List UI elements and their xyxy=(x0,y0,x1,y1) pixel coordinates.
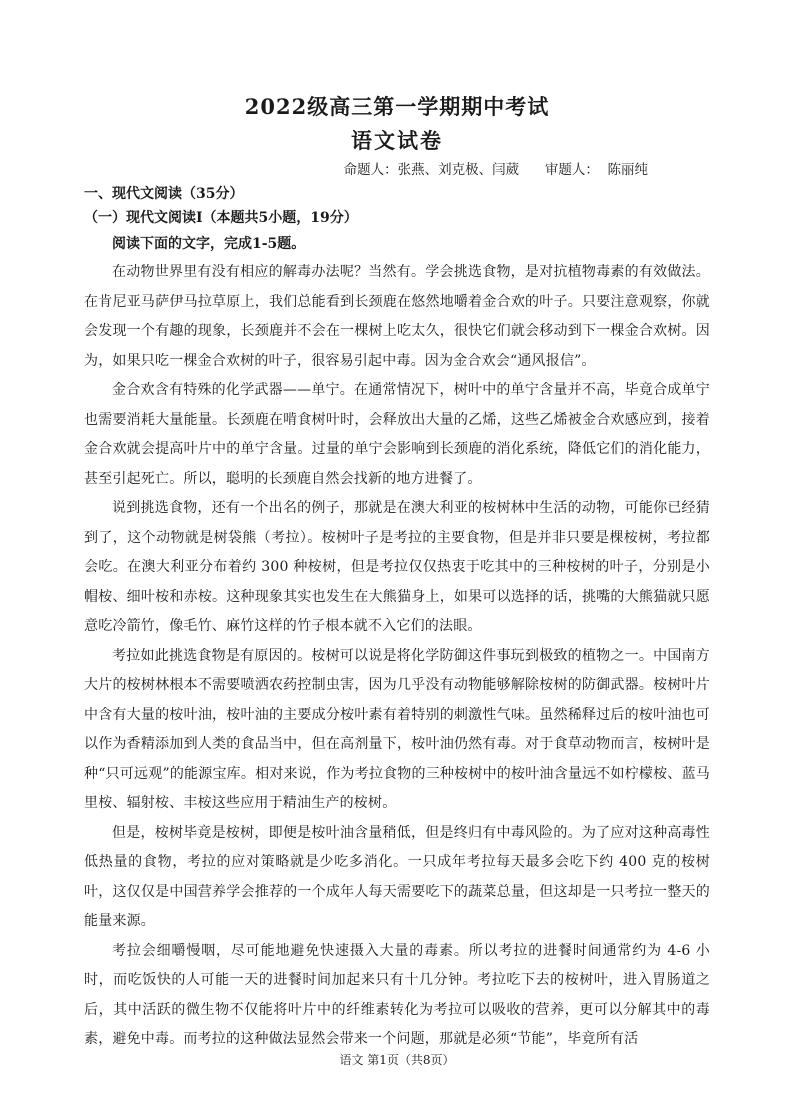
passage-paragraph-4: 考拉如此挑选食物是有原因的。桉树可以说是将化学防御这件事玩到极致的植物之一。中国南方大片的桉树林根本不需要喷洒农药控制虫害，因为几乎没有动物能够解除桉树的防御武器。桉树叶片中含有大量的桉叶油，桉叶油的主要成分桉叶素有着特别的刺激性气味。虽然稀释过后的桉叶油也可以作为香精添加到人类的食品当中，但在高剂量下，桉叶油仍然有毒。对于食草动物而言，桉树叶是种“只可远观”的能源宝库。相对来说，作为考拉食物的三种桉树中的桉叶油含量远不如柠檬桉、蓝马里桉、辐射桉、丰桉这些应用于精油生产的桉树。 xyxy=(84,647,710,811)
page-footer: 语文 第1页（共8页） xyxy=(339,1053,455,1067)
section-heading: 一、现代文阅读（35分） xyxy=(84,186,244,202)
exam-title: 2022级高三第一学期期中考试 xyxy=(244,94,550,119)
passage-paragraph-5: 但是，桉树毕竟是桉树，即便是桉叶油含量稍低，但是终归有中毒风险的。为了应对这种高毒性低热量的食物，考拉的应对策略就是少吃多消化。一只成年考拉每天最多会吃下约 400 克的桉树叶，这仅仅是中国营养学会推荐的一个成年人每天需要吃下的蔬菜总量，但这却是一只考拉一整天的能量来源。 xyxy=(84,824,710,929)
author-line: 命题人：张燕、刘克极、闫葳 审题人： 陈丽纯 xyxy=(343,162,648,178)
passage-paragraph-2: 金合欢含有特殊的化学武器——单宁。在通常情况下，树叶中的单宁含量并不高，毕竟合成单宁也需要消耗大量能量。长颈鹿在啃食树叶时，会释放出大量的乙烯，这些乙烯被金合欢感应到，接着金合欢就会提高叶片中的单宁含量。过量的单宁会影响到长颈鹿的消化系统，降低它们的消化能力，甚至引起死亡。所以，聪明的长颈鹿自然会找新的地方进餐了。 xyxy=(84,382,710,487)
exam-subtitle: 语文试卷 xyxy=(351,128,443,153)
reading-instruction: 阅读下面的文字，完成1-5题。 xyxy=(112,236,306,252)
sub-section-heading: （一）现代文阅读Ⅰ（本题共5小题，19分） xyxy=(84,210,358,226)
passage-paragraph-1: 在动物世界里有没有相应的解毒办法呢？当然有。学会挑选食物，是对抗植物毒素的有效做法。在肯尼亚马萨伊马拉草原上，我们总能看到长颈鹿在悠然地嚼着金合欢的叶子。只要注意观察，你就会发现一个有趣的现象，长颈鹿并不会在一棵树上吃太久，很快它们就会移动到下一棵金合欢树。因为，如果只吃一棵金合欢树的叶子，很容易引起中毒。因为金合欢会“通风报信”。 xyxy=(84,264,710,369)
passage-paragraph-6: 考拉会细嚼慢咽，尽可能地避免快速摄入大量的毒素。所以考拉的进餐时间通常约为 4-6 小时，而吃饭快的人可能一天的进餐时间加起来只有十几分钟。考拉吃下去的桉树叶，进入胃肠道之后，其中活跃的微生物不仅能将叶片中的纤维素转化为考拉可以吸收的营养，更可以分解其中的毒素，避免中毒。而考拉的这种做法显然会带来一个问题，那就是必须“节能”，毕竟所有活 xyxy=(84,942,710,1047)
passage-paragraph-3: 说到挑选食物，还有一个出名的例子，那就是在澳大利亚的桉树林中生活的动物，可能你已经猜到了，这个动物就是树袋熊（考拉）。桉树叶子是考拉的主要食物，但是并非只要是棵桉树，考拉都会吃。在澳大利亚分布着约 300 种桉树，但是考拉仅仅热衷于吃其中的三种桉树的叶子，分别是小帽桉、细叶桉和赤桉。这种现象其实也发生在大熊猫身上，如果可以选择的话，挑嘴的大熊猫就只愿意吃冷箭竹，像毛竹、麻竹这样的竹子根本就不入它们的法眼。 xyxy=(84,500,710,634)
